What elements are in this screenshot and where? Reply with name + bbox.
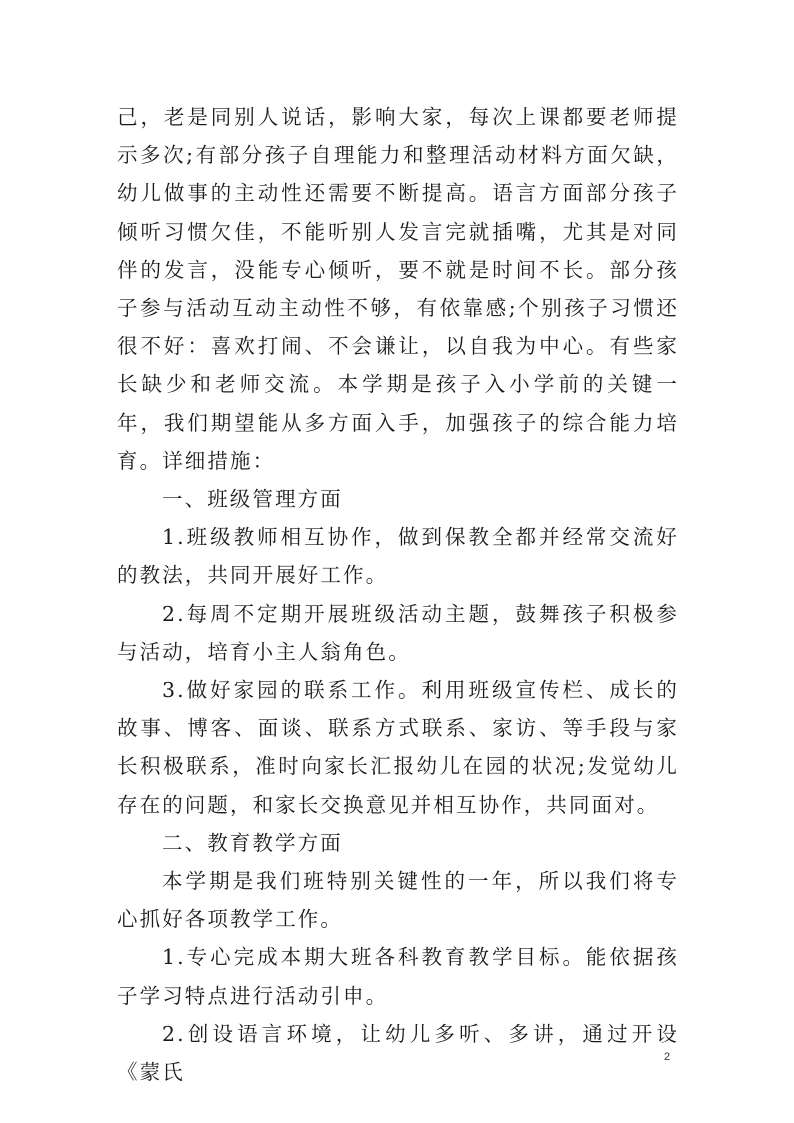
section-heading-education-teaching: 二、教育教学方面 — [162, 830, 343, 855]
document-body — [117, 98, 679, 1091]
paragraph-education-teaching-intro: 本学期是我们班特别关键性的一年，所以我们将专心抓好各项教学工作。 — [117, 869, 679, 932]
page-number: 2 — [664, 1051, 671, 1063]
paragraph-education-teaching-item-1: 1.专心完成本期大班各科教育教学目标。能依据孩子学习特点进行活动引申。 — [117, 945, 679, 1008]
paragraph-class-management-item-2: 2.每周不定期开展班级活动主题，鼓舞孩子积极参与活动，培育小主人翁角色。 — [117, 601, 679, 664]
section-heading-class-management: 一、班级管理方面 — [162, 487, 343, 512]
paragraph-class-management-item-3: 3.做好家园的联系工作。利用班级宣传栏、成长的故事、博客、面谈、联系方式联系、家访、等手段与家长积极联系，准时向家长汇报幼儿在园的状况;发觉幼儿存在的问题，和家长交换意见并相互协作，共同面对。 — [117, 678, 679, 817]
paragraph-education-teaching-item-2: 2.创设语言环境，让幼儿多听、多讲，通过开设《蒙氏 — [117, 1021, 679, 1085]
paragraph-class-management-item-1: 1.班级教师相互协作，做到保教全都并经常交流好的教法，共同开展好工作。 — [117, 525, 679, 588]
paragraph-continued-situation-analysis: 己，老是同别人说话，影响大家，每次上课都要老师提示多次;有部分孩子自理能力和整理活动材料方面欠缺，幼儿做事的主动性还需要不断提高。语言方面部分孩子倾听习惯欠佳，不能听别人发言完就插嘴，尤其是对同伴的发言，没能专心倾听，要不就是时间不长。部分孩子参与活动互动主动性不够，有依靠感;个别孩子习惯还很不好：喜欢打闹、不会谦让，以自我为中心。有些家长缺少和老师交流。本学期是孩子入小学前的关键一年，我们期望能从多方面入手，加强孩子的综合能力培育。详细措施： — [117, 105, 679, 473]
